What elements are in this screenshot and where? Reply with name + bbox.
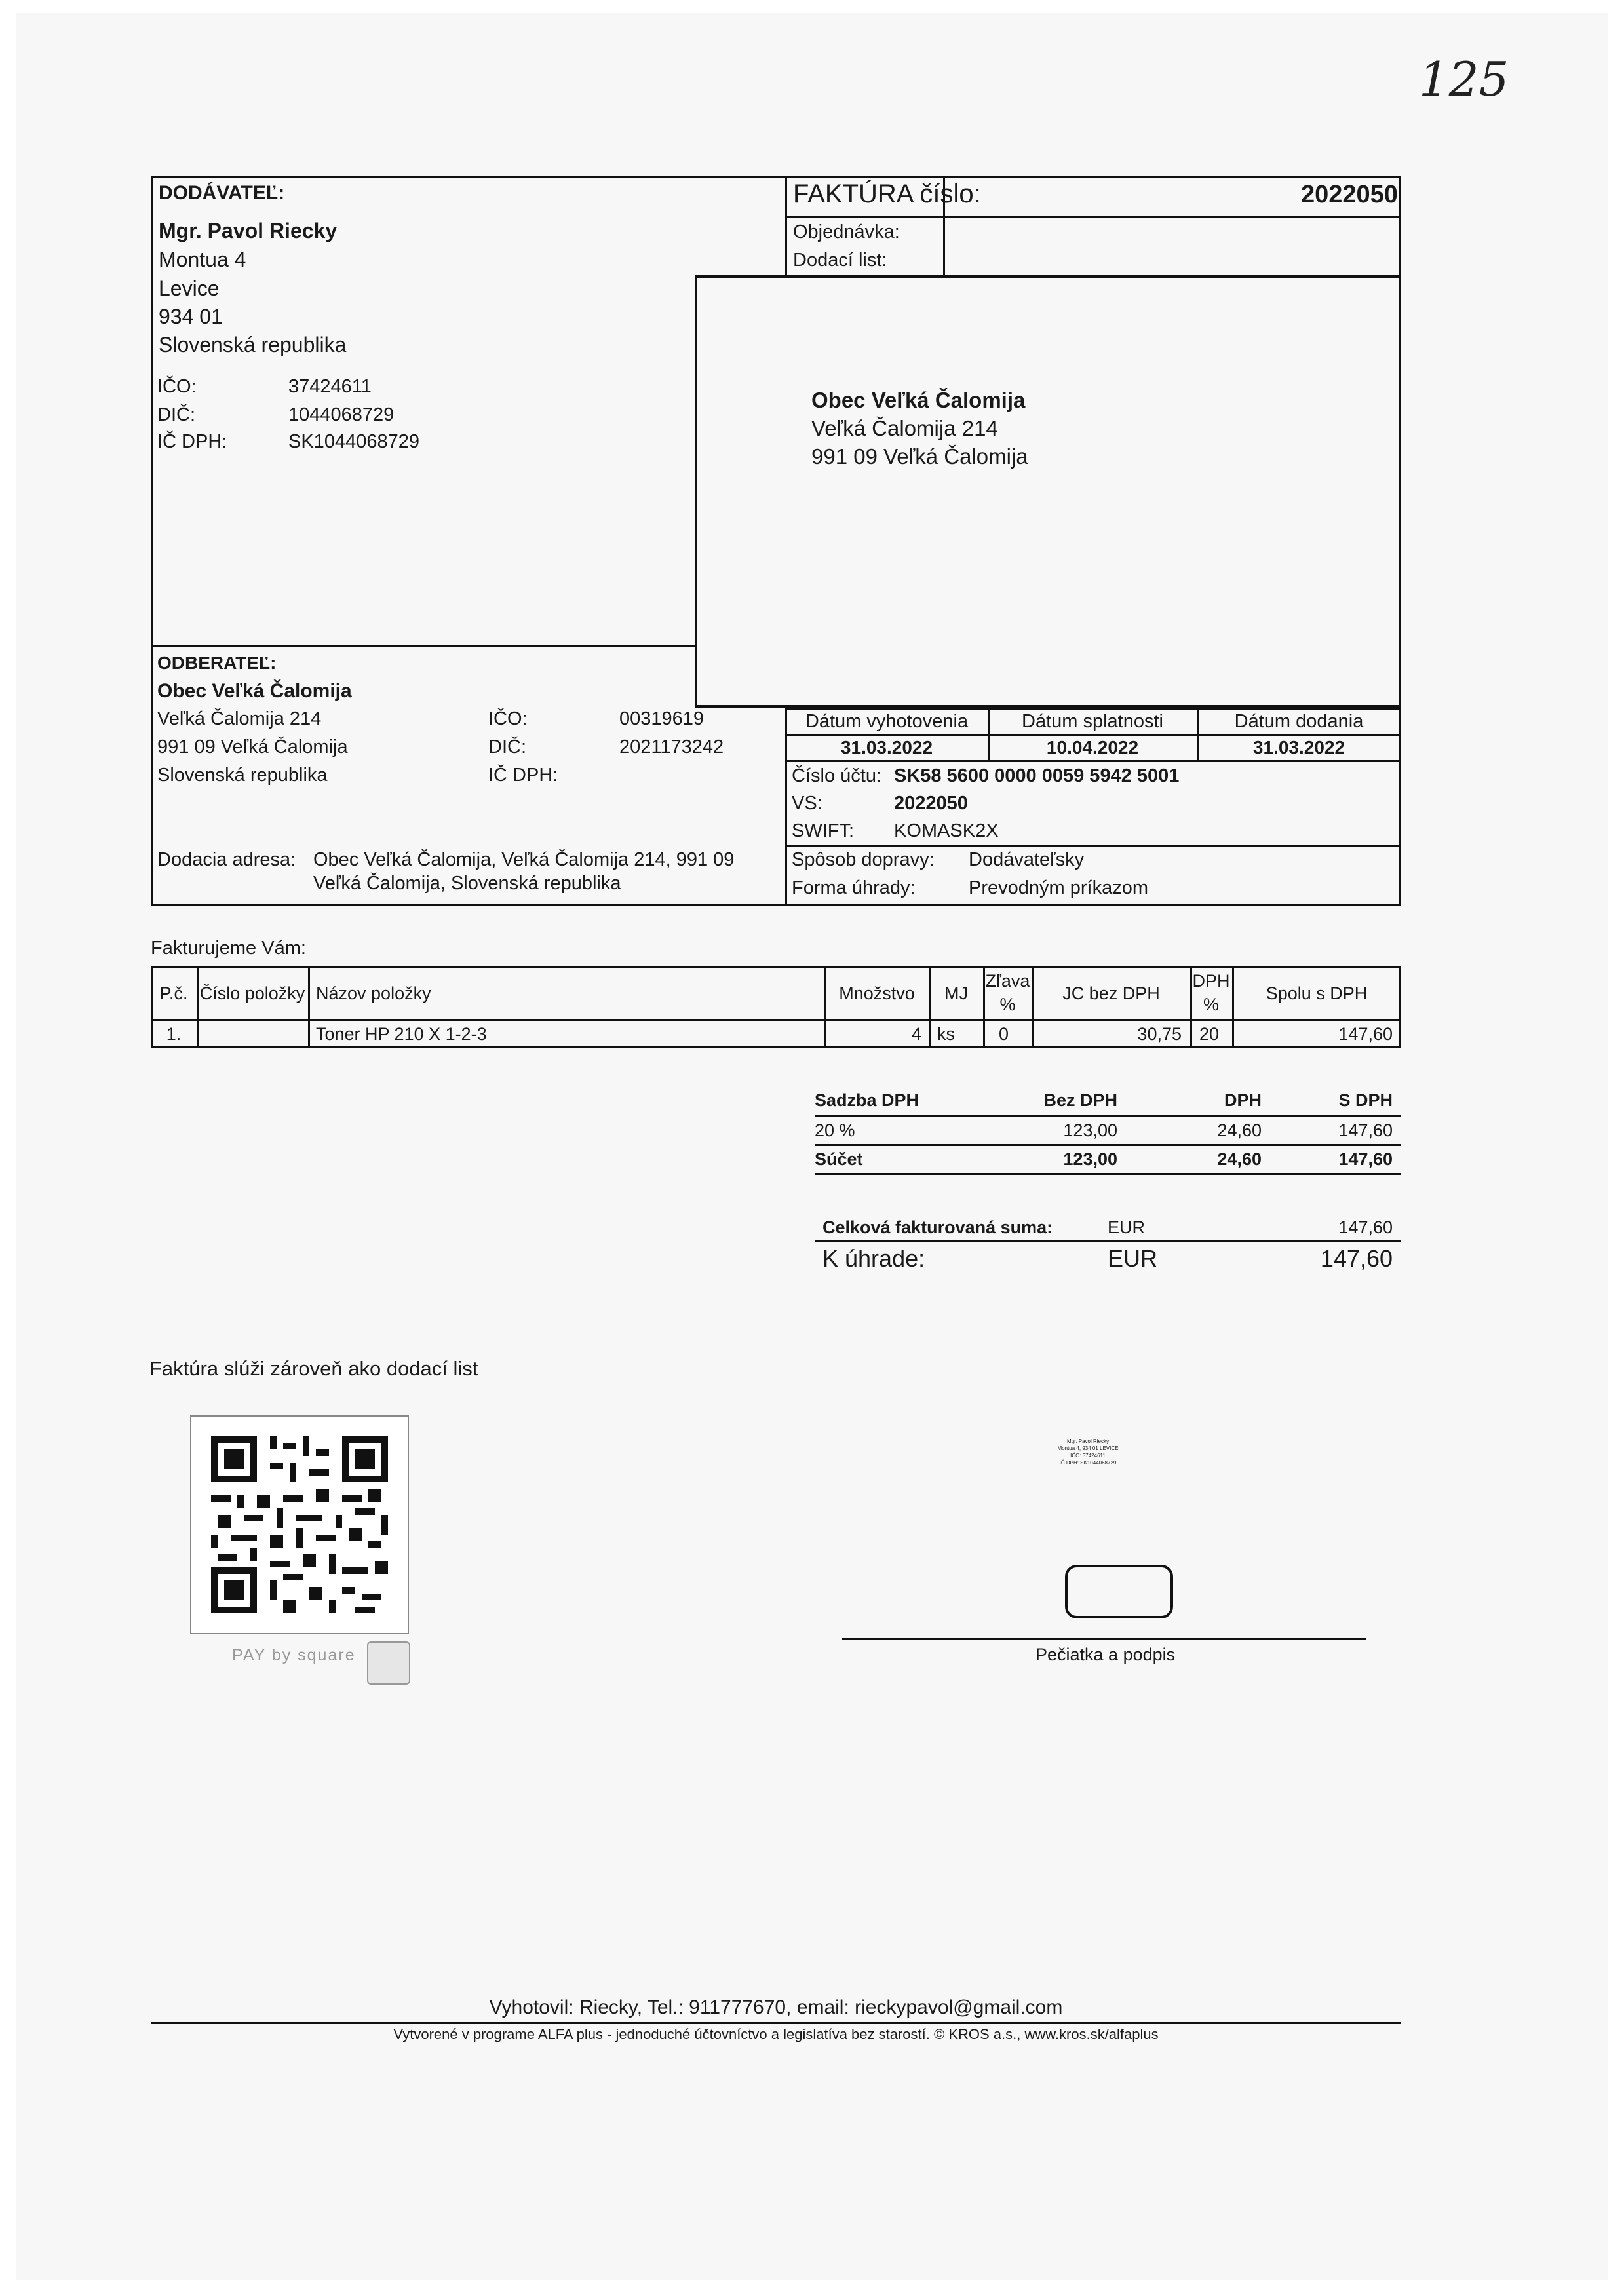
date-issued-label: Dátum vyhotovenia [805,711,969,732]
stamp-line-3: IČO: 37424611 [1070,1453,1106,1459]
vat-row-vat: 24,60 [1217,1120,1262,1140]
invoiced-total-value: 147,60 [1338,1217,1393,1237]
vat-total-header: S DPH [1338,1090,1393,1110]
dates-header-line [785,734,1401,736]
invoice-title-divider [785,216,1401,218]
signature-label: Pečiatka a podpis [1035,1645,1176,1664]
pay-by-square-label: PAY by square [232,1646,356,1664]
vat-rate-header: Sadzba DPH [815,1090,919,1110]
date-delivery-label: Dátum dodania [1234,711,1364,732]
th-total: Spolu s DPH [1266,984,1368,1003]
order-label: Objednávka: [793,221,900,242]
delivery-address-label: Dodacia adresa: [157,849,296,870]
vat-sum-total: 147,60 [1338,1149,1393,1169]
delivery-note-remark: Faktúra slúži zároveň ako dodací list [149,1357,478,1380]
vat-vat-header: DPH [1224,1090,1262,1110]
row-no: 1. [166,1024,182,1044]
supplier-dic: 1044068729 [288,404,395,425]
th-discount-pct: % [999,995,1016,1014]
delivery-address-line2: Veľká Čalomija, Slovenská republika [313,873,621,894]
supplier-dic-label: DIČ: [157,404,195,425]
transport-value: Dodávateľsky [969,849,1085,870]
row-unit: ks [937,1024,955,1044]
dates-values-line [785,760,1401,762]
date-due-label: Dátum splatnosti [1022,711,1163,732]
th-code: Číslo položky [199,984,305,1003]
th-vat: DPH [1192,971,1230,991]
customer-heading: ODBERATEĽ: [157,653,277,673]
invoiced-total-currency: EUR [1108,1217,1146,1237]
account-label: Číslo účtu: [792,765,881,786]
vat-sum-base: 123,00 [1063,1149,1117,1169]
row-qty: 4 [911,1024,921,1044]
supplier-icdph: SK1044068729 [288,431,419,452]
footer-line [151,2022,1401,2024]
supplier-name: Mgr. Pavol Riecky [159,219,338,242]
th-no: P.č. [159,984,188,1003]
recipient-address-window [695,275,1401,708]
payment-method-label: Forma úhrady: [792,877,916,898]
supplier-street: Montua 4 [159,248,246,271]
customer-city: 991 09 Veľká Čalomija [157,737,348,757]
qr-code-icon [211,1436,388,1613]
transport-label: Spôsob dopravy: [792,849,935,870]
amount-due-currency: EUR [1108,1245,1158,1272]
amount-due-label: K úhrade: [822,1245,925,1272]
th-qty: Množstvo [839,984,915,1003]
swift-label: SWIFT: [792,820,855,841]
pay-by-square-qr-code [190,1415,409,1634]
account-number: SK58 5600 0000 0059 5942 5001 [894,765,1180,786]
th-vat-pct: % [1203,995,1219,1014]
supplier-country: Slovenská republika [159,333,347,356]
vs-value: 2022050 [894,793,968,814]
delivery-note-label: Dodací list: [793,250,887,271]
vat-row-total: 147,60 [1338,1120,1393,1140]
recipient-name: Obec Veľká Čalomija [811,388,1026,412]
supplier-heading: DODÁVATEĽ: [159,182,285,204]
row-vat: 20 [1199,1024,1220,1044]
handwritten-page-number: 125 [1419,52,1509,107]
date-issued-value: 31.03.2022 [840,737,933,757]
stamp-line-2: Montua 4, 934 01 LEVICE [1057,1445,1119,1451]
customer-dic-label: DIČ: [488,737,526,757]
th-unit-price: JC bez DPH [1062,984,1160,1003]
dates-top-line [785,708,1401,710]
supplier-city: Levice [159,277,220,300]
row-name: Toner HP 210 X 1-2-3 [316,1024,487,1044]
invoice-number: 2022050 [1301,181,1398,208]
th-discount: Zľava [985,971,1030,991]
recipient-city: 991 09 Veľká Čalomija [811,444,1028,469]
vat-base-header: Bez DPH [1043,1090,1117,1110]
th-unit: MJ [944,984,968,1003]
stamp-line-1: Mgr. Pavol Riecky [1066,1438,1110,1444]
customer-ico: 00319619 [619,708,705,729]
signature-line [842,1638,1366,1640]
pay-by-square-card-icon [367,1641,410,1685]
vat-bottom-line [815,1173,1401,1175]
invoice-title: FAKTÚRA číslo: [793,180,981,208]
date-due-value: 10.04.2022 [1046,737,1139,757]
totals-divider [815,1240,1401,1242]
supplier-ico-label: IČO: [157,376,197,397]
supplier-ico: 37424611 [288,376,372,397]
customer-country: Slovenská republika [157,765,328,786]
payment-method-value: Prevodným príkazom [969,877,1148,898]
customer-street: Veľká Čalomija 214 [157,708,322,729]
payment-divider [785,845,1401,847]
amount-due-value: 147,60 [1320,1245,1393,1272]
vat-sum-line [815,1144,1401,1146]
customer-icdph-label: IČ DPH: [488,765,558,786]
row-discount: 0 [999,1024,1009,1044]
col-divider-qty [929,966,931,1048]
vs-label: VS: [792,793,822,814]
vat-header-line [815,1115,1401,1117]
vat-sum-label: Súčet [815,1149,863,1169]
footer-software: Vytvorené v programe ALFA plus - jednoduché účtovníctvo a legislatíva bez starostí. © KROS a.s., www.kros.sk/alfaplus [393,2026,1159,2042]
vat-sum-vat: 24,60 [1217,1149,1262,1169]
th-name: Názov položky [316,984,431,1003]
supplier-zip: 934 01 [159,305,223,328]
invoiced-total-label: Celková fakturovaná suma: [822,1217,1053,1237]
vat-row-rate: 20 % [815,1120,855,1140]
date-delivery-value: 31.03.2022 [1252,737,1345,757]
customer-dic: 2021173242 [619,737,724,757]
row-unit-price: 30,75 [1137,1024,1182,1044]
col-divider-no [197,966,199,1048]
items-header-line [151,1019,1401,1021]
recipient-street: Veľká Čalomija 214 [811,416,998,440]
vat-row-base: 123,00 [1063,1120,1117,1140]
stamp-frame [1065,1565,1173,1618]
customer-ico-label: IČO: [488,708,528,729]
swift-value: KOMASK2X [894,820,999,841]
delivery-address-line1: Obec Veľká Čalomija, Veľká Čalomija 214, 991 09 [313,849,735,870]
stamp-line-4: IČ DPH: SK1044068729 [1059,1460,1117,1466]
items-intro: Fakturujeme Vám: [151,938,306,959]
row-total: 147,60 [1338,1024,1393,1044]
col-divider-code [308,966,310,1048]
customer-name: Obec Veľká Čalomija [157,680,352,702]
supplier-icdph-label: IČ DPH: [157,431,227,452]
footer-issued-by: Vyhotovil: Riecky, Tel.: 911777670, email: rieckypavol@gmail.com [489,1997,1063,2018]
